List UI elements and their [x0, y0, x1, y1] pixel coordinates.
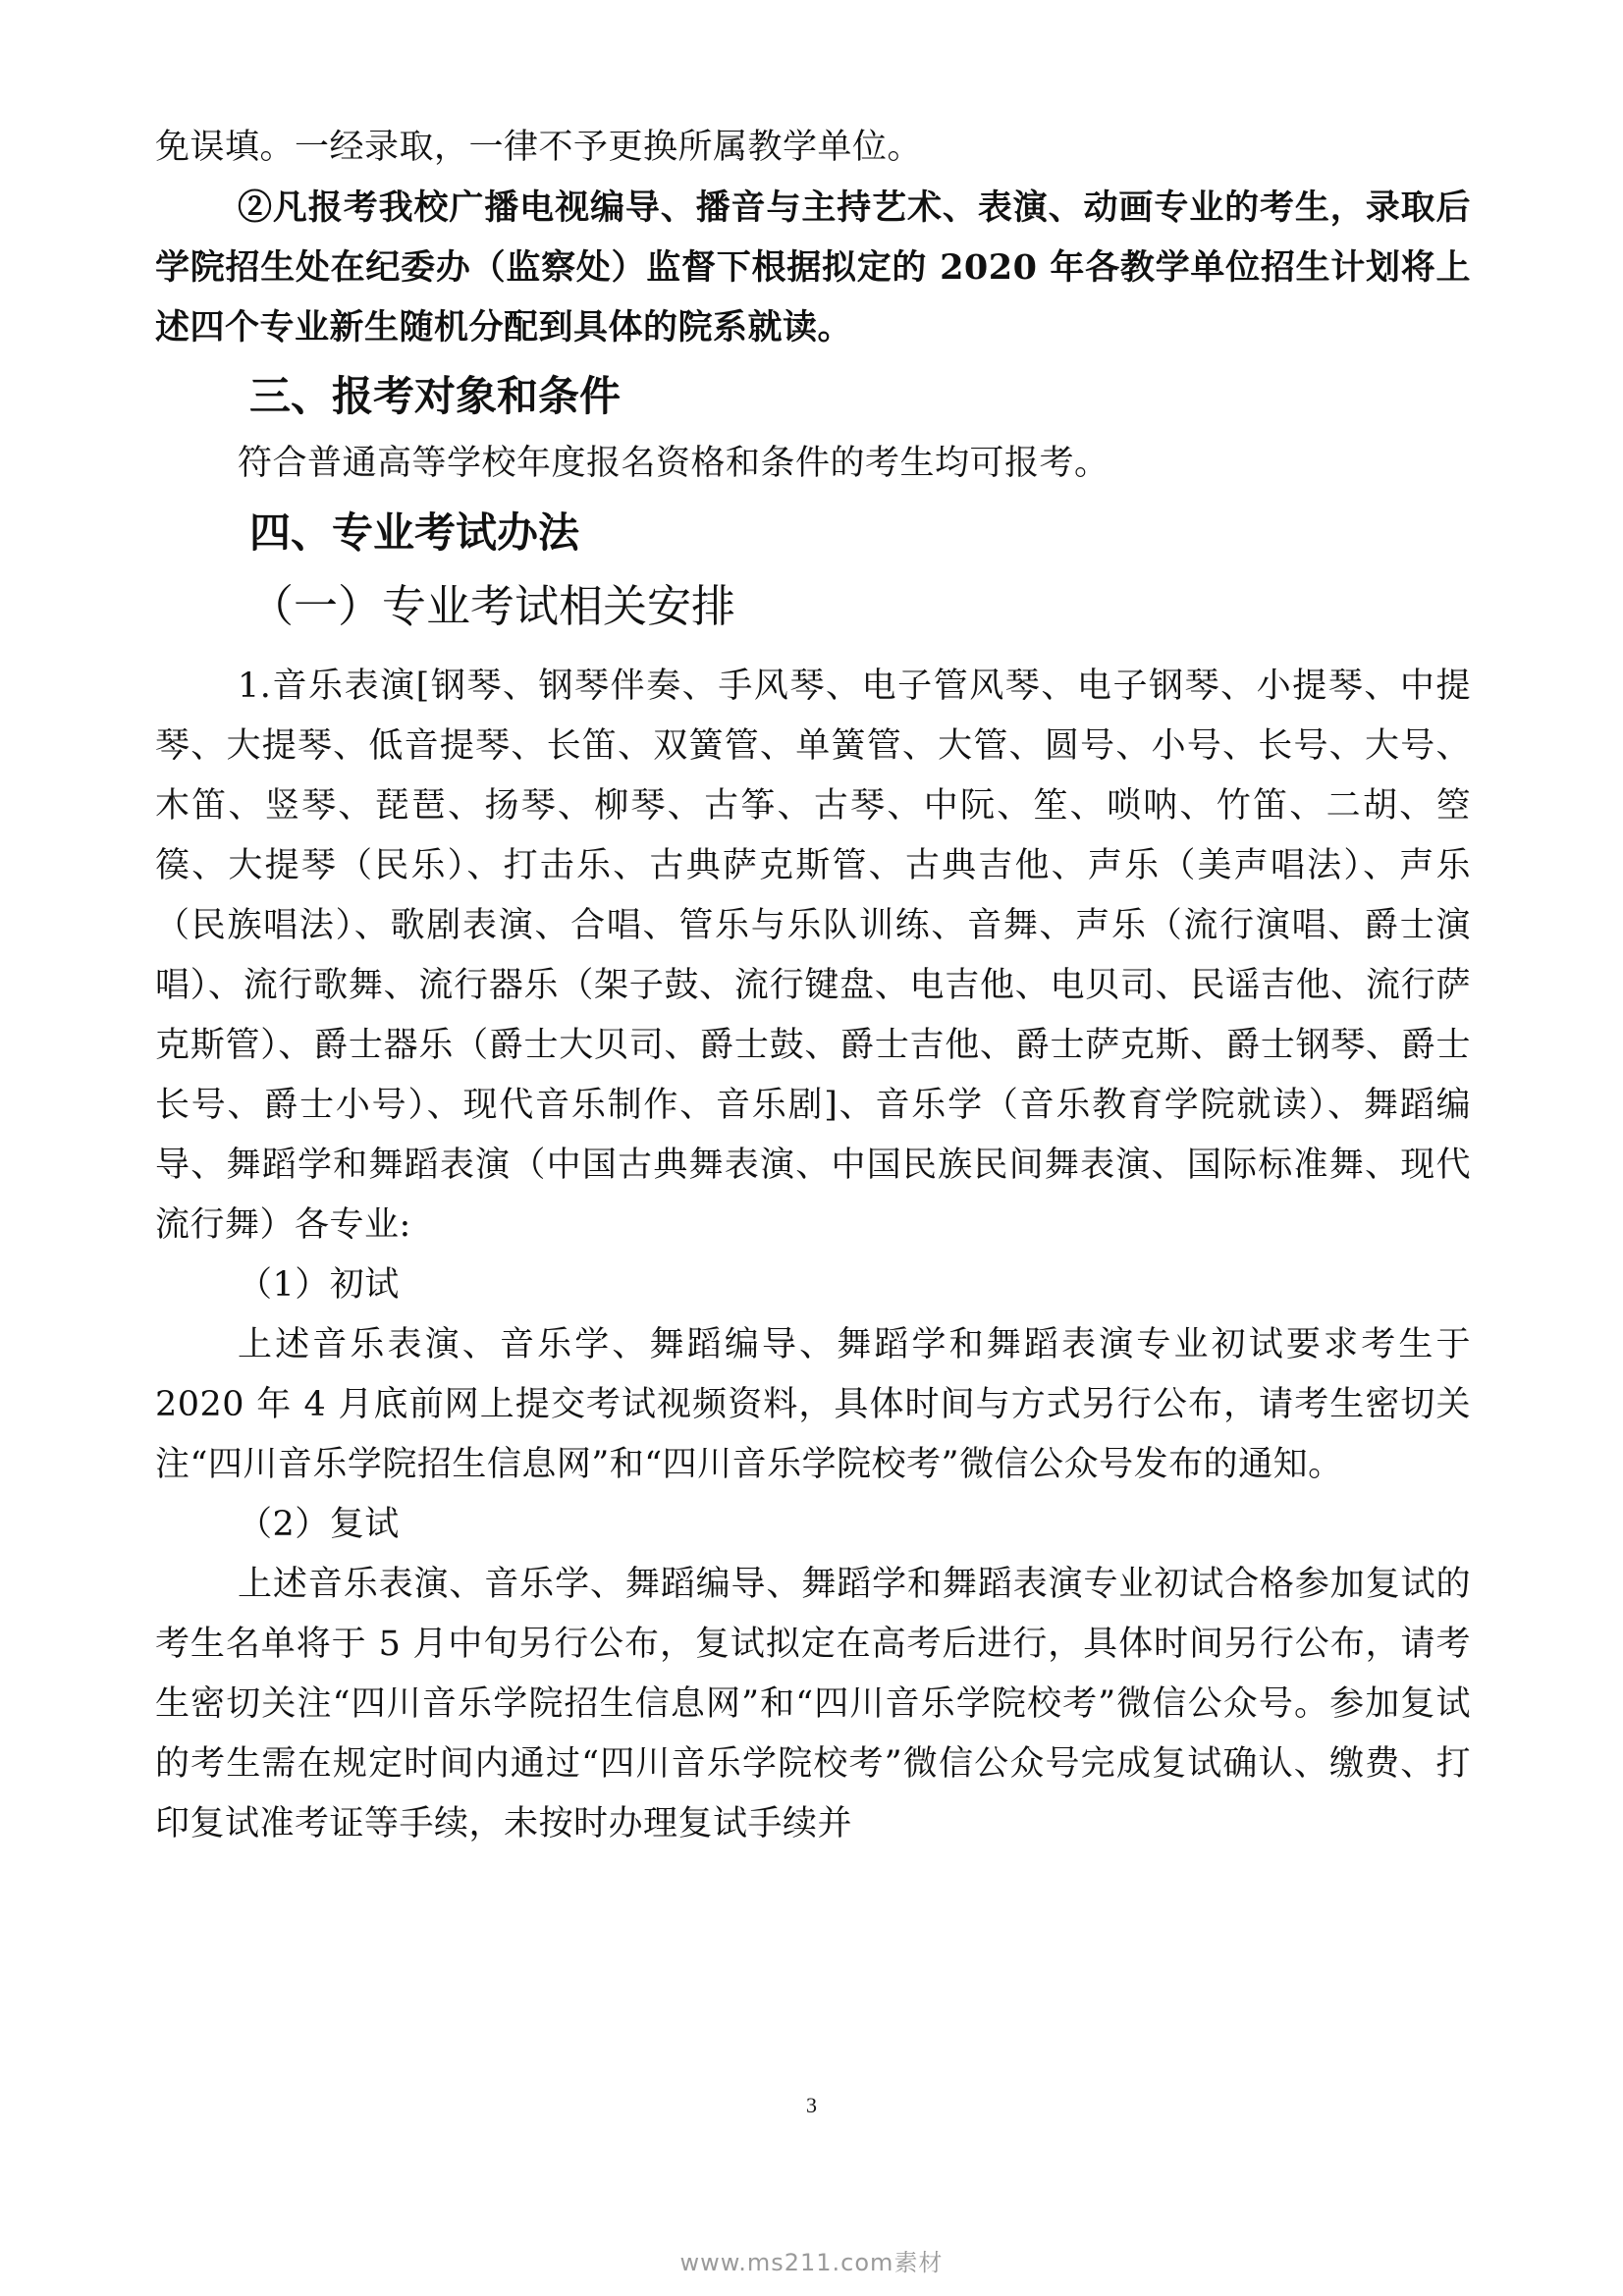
paragraph-assignment-note: ②凡报考我校广播电视编导、播音与主持艺术、表演、动画专业的考生，录取后学院招生处在纪委办（监察处）监督下根据拟定的 2020 年各教学单位招生计划将上述四个专业新生随机分配到具体的院系就读。	[155, 187, 1471, 347]
paragraph-majors-list: 1.音乐表演[钢琴、钢琴伴奏、手风琴、电子管风琴、电子钢琴、小提琴、中提琴、大提琴、低音提琴、长笛、双簧管、单簧管、大管、圆号、小号、长号、大号、木笛、竖琴、琵琶、扬琴、柳琴、古筝、古琴、中阮、笙、唢呐、竹笛、二胡、箜篌、大提琴（民乐）、打击乐、古典萨克斯管、古典吉他、声乐（美声唱法）、声乐（民族唱法）、歌剧表演、合唱、管乐与乐队训练、音舞、声乐（流行演唱、爵士演唱）、流行歌舞、流行器乐（架子鼓、流行键盘、电吉他、电贝司、民谣吉他、流行萨克斯管）、爵士器乐（爵士大贝司、爵士鼓、爵士吉他、爵士萨克斯、爵士钢琴、爵士长号、爵士小号）、现代音乐制作、音乐剧]、音乐学（音乐教育学院就读）、舞蹈编导、舞蹈学和舞蹈表演（中国古典舞表演、中国民族民间舞表演、国际标准舞、现代流行舞）各专业:	[155, 667, 1471, 1245]
watermark: www.ms211.com素材	[679, 2249, 944, 2276]
paragraph-reexam: 上述音乐表演、音乐学、舞蹈编导、舞蹈学和舞蹈表演专业初试合格参加复试的考生名单将于 5 月中旬另行公布，复试拟定在高考后进行，具体时间另行公布，请考生密切关注“四川音乐学院招生信息网”和“四川音乐学院校考”微信公众号。参加复试的考生需在规定时间内通过“四川音乐学院校考”微信公众号完成复试确认、缴费、打印复试准考证等手续，未按时办理复试手续并	[155, 1565, 1471, 1843]
item-heading-preliminary: （1）初试	[238, 1265, 400, 1305]
paragraph-preliminary-exam: 上述音乐表演、音乐学、舞蹈编导、舞蹈学和舞蹈表演专业初试要求考生于 2020 年 4 月底前网上提交考试视频资料，具体时间与方式另行公布，请考生密切关注“四川音乐学院招生信息网”和“四川音乐学院校考”微信公众号发布的通知。	[155, 1325, 1471, 1484]
paragraph-eligibility: 符合普通高等学校年度报名资格和条件的考生均可报考。	[238, 444, 1109, 483]
page-number: 3	[806, 2093, 817, 2117]
paragraph-continuation: 免误填。一经录取，一律不予更换所属教学单位。	[155, 128, 923, 167]
section-heading-eligibility: 三、报考对象和条件	[249, 372, 622, 420]
page-body	[155, 118, 1471, 1854]
subsection-heading-exam-arrangement: （一）专业考试相关安排	[249, 580, 736, 632]
item-heading-reexam: （2）复试	[238, 1505, 400, 1544]
section-heading-exam-method: 四、专业考试办法	[249, 508, 580, 557]
